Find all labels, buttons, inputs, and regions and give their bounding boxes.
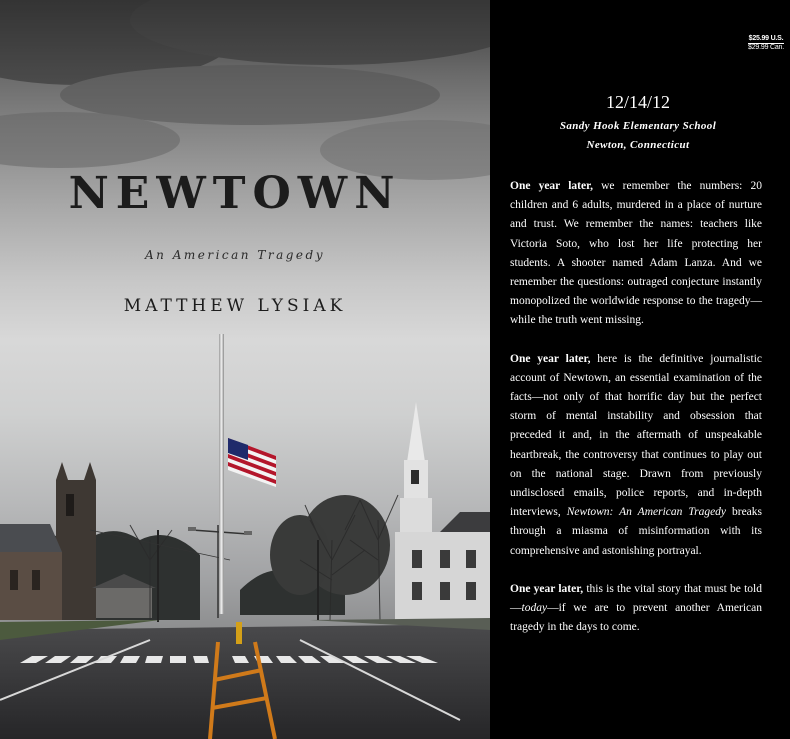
paragraph-3 — [510, 580, 762, 638]
paragraph-1 — [510, 177, 762, 331]
emphasis-today: today — [521, 602, 548, 615]
american-flag — [228, 438, 276, 487]
price-box — [748, 35, 784, 52]
location-line-1: Sandy Hook Elementary School — [559, 120, 717, 132]
paragraph-lead: One year later, — [510, 180, 593, 192]
flagpole — [219, 334, 224, 614]
road — [0, 624, 490, 739]
paragraph-text: we remember the numbers: 20 children and 6 adults, murdered in a place of nurture and trust. We remember the names: teachers like Victoria Soto, who lost her life protecting her students. A shooter named Adam Lanza. And we remember the questions: outraged conjecture instantly monopolized the worldwide response to the tragedy—while the truth went missing. — [510, 180, 762, 327]
price-us: $25.99 U.S. — [748, 35, 784, 42]
paragraph-text: this is the vital story that must be told— — [510, 582, 762, 615]
book-title-italic: Newtown: An American Tragedy — [566, 506, 727, 519]
event-date: 12/14/12 — [605, 92, 670, 112]
paragraph-2 — [510, 350, 762, 561]
white-church — [395, 402, 490, 620]
location-line-2: Newton, Connecticut — [586, 139, 690, 151]
price-can: $29.99 Can. — [748, 44, 784, 51]
back-flap — [490, 0, 790, 739]
cover-subtitle: An American Tragedy — [145, 248, 325, 262]
stone-church — [0, 462, 96, 620]
paragraph-text: breaks through a miasma of misinformation with its comprehensive and astonishing portrayal. — [510, 506, 763, 557]
cover-author: MATTHEW LYSIAK — [123, 296, 347, 316]
paragraph-text: —if we are to prevent another American tragedy in the days to come. — [510, 602, 762, 634]
paragraph-lead: One year later, — [510, 352, 591, 365]
paragraph-lead: One year later, — [510, 582, 584, 595]
flap-copy — [510, 177, 762, 656]
cover-title: NEWTOWN — [68, 168, 402, 219]
storm-clouds — [0, 0, 490, 180]
paragraph-text: here is the definitive journalistic account of Newtown, an essential examination of the facts—not only of that horrific day but the perfect storm of mental instability and obsession that preceded it and, in the aftermath of unspeakable heartbreak, the controversy that continues to play out on the national stage. Drawn from previously undisclosed emails, police reports, and in-depth interviews, — [510, 352, 762, 519]
